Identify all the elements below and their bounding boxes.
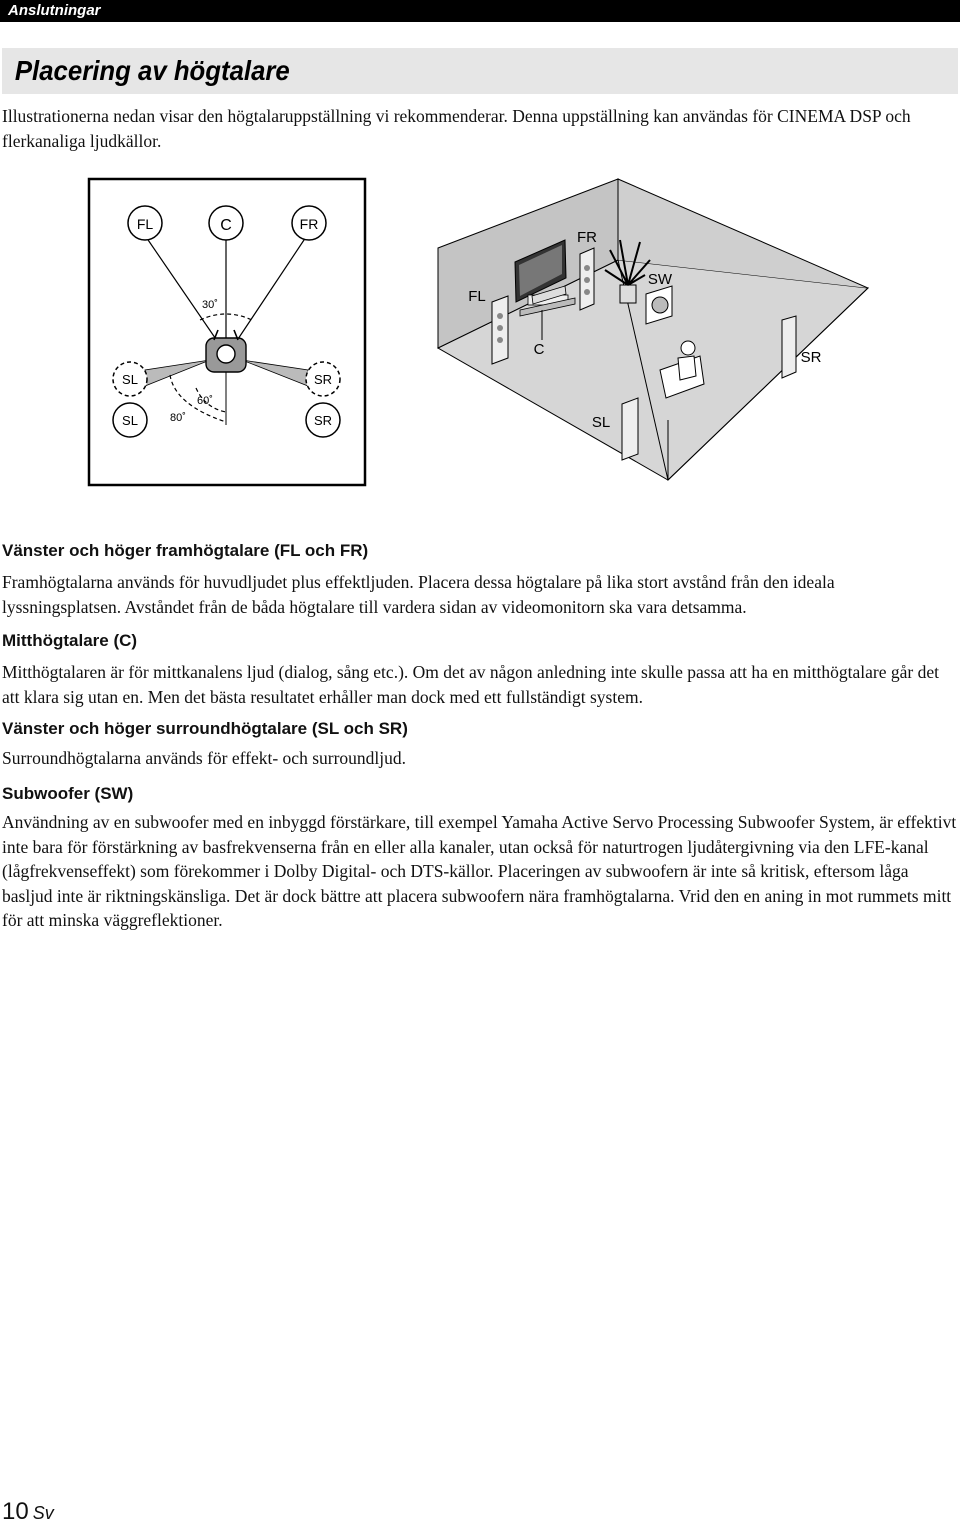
- top-view-diagram: [89, 179, 365, 485]
- room-label-sw: SW: [647, 271, 673, 288]
- heading-surround-speakers: Vänster och höger surroundhögtalare (SL och SR): [2, 719, 408, 738]
- room-label-fr: FR: [577, 229, 597, 246]
- label-sr: SR: [313, 372, 333, 387]
- section-header: [0, 0, 960, 22]
- room-label-fl: FL: [468, 288, 486, 305]
- label-fl: FL: [136, 216, 154, 232]
- body-front-speakers: Framhögtalarna används för huvudljudet plus effektljuden. Placera dessa högtalare på lika stort avstånd från den ideala lyssningsplatsen. Avståndet från de båda högtalare till vardera sidan av videomonitorn ska vara detsamma.: [2, 572, 835, 617]
- page-number: 10: [2, 1498, 29, 1525]
- body-center-speaker: Mitthögtalaren är för mittkanalens ljud (dialog, sång etc.). Om det av någon anledning inte skulle passa att ha en mitthögtalare går det att klara sig utan en. Men det bästa resultatet erhåller man dock med ett fullständigt system.: [2, 662, 939, 707]
- label-angle-30: 30˚: [202, 299, 218, 311]
- section-header-label: Anslutningar: [8, 2, 101, 19]
- page-title-box: [2, 48, 958, 94]
- page-language: Sv: [32, 1503, 54, 1523]
- room-perspective-diagram: [438, 179, 868, 480]
- heading-front-speakers: Vänster och höger framhögtalare (FL och FR): [2, 541, 369, 560]
- label-fr: FR: [299, 216, 319, 232]
- label-sl: SL: [122, 372, 138, 387]
- label-c: C: [220, 217, 232, 234]
- heading-center-speaker: Mitthögtalare (C): [2, 631, 138, 650]
- room-label-c: C: [533, 341, 545, 358]
- page-footer: [2, 1500, 54, 1525]
- label-angle-80: 80˚: [170, 412, 186, 424]
- sr-tower-speaker-icon: [782, 316, 796, 378]
- speaker-placement-illustration: [0, 170, 960, 500]
- label-sl-rear: SL: [122, 413, 138, 428]
- label-angle-60: 60˚: [197, 395, 213, 407]
- room-label-sl: SL: [591, 414, 611, 431]
- body-subwoofer: Användning av en subwoofer med en inbyggd förstärkare, till exempel Yamaha Active Servo Processing Subwoofer System, är effektivt inte bara för förstärkning av basfrekvenserna från en eller alla kanaler, utan också för naturtrogen ljudåtergivning via den LFE-kanal (lågfrekvenseffekt) som förekommer i Dolby Digital- och DTS-källor. Placeringen av subwoofern är inte så kritisk, eftersom låga basljud inte är riktningskänsliga. Det är dock bättre att placera subwoofern nära framhögtalarna. Vrid den en aning in mot rummets mitt för att minska väggreflektioner.: [2, 812, 957, 930]
- heading-subwoofer: Subwoofer (SW): [2, 784, 134, 803]
- body-surround-speakers: Surroundhögtalarna används för effekt- och surroundljud.: [2, 748, 407, 768]
- intro-paragraph: Illustrationerna nedan visar den högtalaruppställning vi rekommenderar. Denna uppställning kan användas för CINEMA DSP och flerkanaliga ljudkällor.: [2, 106, 911, 151]
- room-label-sr: SR: [800, 349, 822, 366]
- page-title: Placering av högtalare: [14, 55, 290, 86]
- label-sr-rear: SR: [313, 413, 333, 428]
- sl-tower-speaker-icon: [622, 398, 638, 460]
